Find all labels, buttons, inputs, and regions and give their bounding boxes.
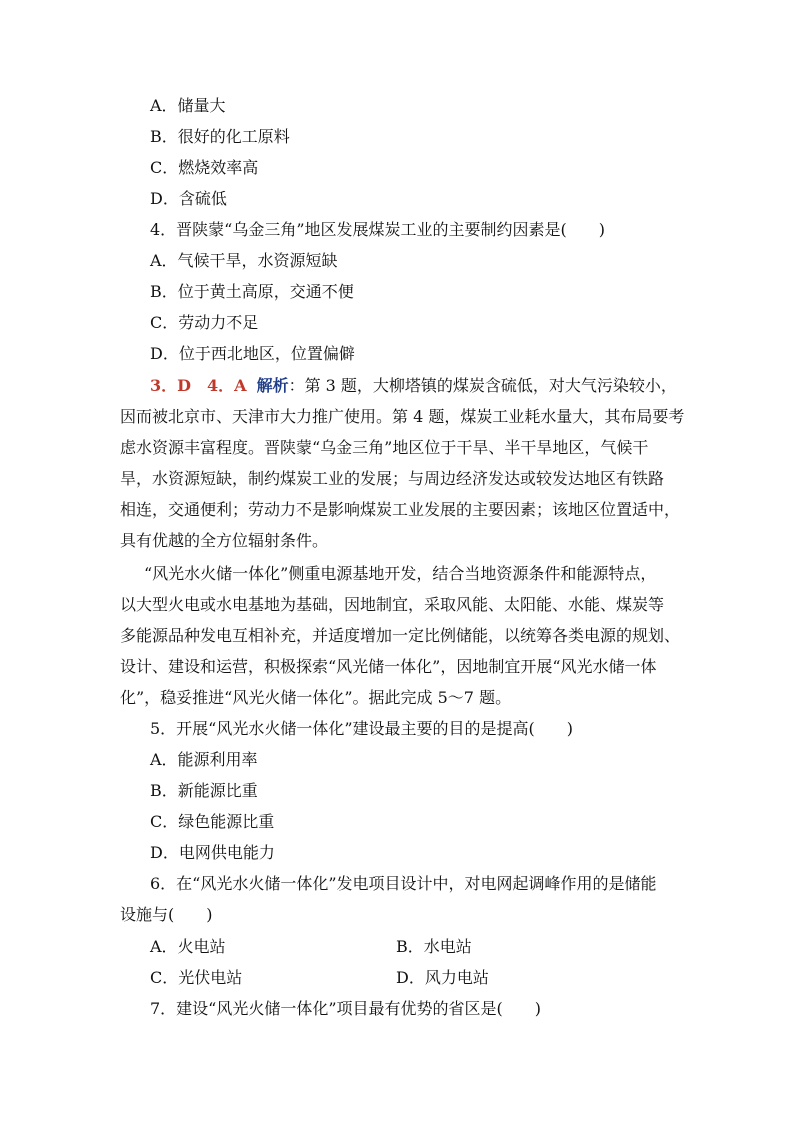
analysis-line-4: 旱，水资源短缺，制约煤炭工业的发展；与周边经济发达或较发达地区有铁路	[120, 469, 665, 488]
q6-stem-line-1: 6．在“风光水火储一体化”发电项目设计中，对电网起调峰作用的是储能	[150, 874, 657, 893]
passage-line-4: 设计、建设和运营，积极探索“风光储一体化”，因地制宜开展“风光水储一体	[120, 657, 657, 676]
q4-option-b: B．位于黄土高原，交通不便	[150, 282, 354, 301]
q6-option-a: A．火电站	[150, 937, 226, 956]
passage-line-5: 化”，稳妥推进“风光火储一体化”。据此完成 5～7 题。	[120, 688, 512, 707]
analysis-line-2: 因而被北京市、天津市大力推广使用。第 4 题，煤炭工业耗水量大，其布局要考	[120, 407, 685, 426]
q3-option-c: C．燃烧效率高	[150, 158, 259, 177]
passage-line-1: “风光水火储一体化”侧重电源基地开发，结合当地资源条件和能源特点，	[144, 564, 657, 583]
q3-option-a: A．储量大	[150, 96, 226, 115]
analysis-label: 解析	[256, 376, 289, 395]
q5-option-a: A．能源利用率	[150, 750, 258, 769]
q5-option-d: D．电网供电能力	[150, 843, 275, 862]
q6-option-b: B．水电站	[396, 937, 472, 956]
analysis-line-6: 具有优越的全方位辐射条件。	[120, 531, 329, 550]
q6-option-d: D．风力电站	[396, 968, 489, 987]
q3-option-d: D．含硫低	[150, 189, 227, 208]
q4-option-a: A．气候干旱，水资源短缺	[150, 251, 338, 270]
passage-line-2: 以大型火电或水电基地为基础，因地制宜，采取风能、太阳能、水能、煤炭等	[120, 595, 665, 614]
q6-stem-line-2: 设施与( )	[120, 905, 213, 924]
q5-stem: 5．开展“风光水火储一体化”建设最主要的目的是提高( )	[150, 719, 574, 738]
passage-line-3: 多能源品种发电互相补充，并适度增加一定比例储能，以统筹各类电源的规划、	[120, 626, 681, 645]
q3-option-b: B．很好的化工原料	[150, 127, 290, 146]
answer-line-1	[150, 376, 677, 396]
q4-option-d: D．位于西北地区，位置偏僻	[150, 344, 355, 363]
answer-key: 3．D 4．A	[150, 376, 247, 395]
analysis-line-3: 虑水资源丰富程度。晋陕蒙“乌金三角”地区位于干旱、半干旱地区，气候干	[120, 438, 649, 457]
analysis-text: ：第 3 题，大柳塔镇的煤炭含硫低，对大气污染较小，	[288, 376, 677, 395]
q5-option-b: B．新能源比重	[150, 781, 258, 800]
q4-option-c: C．劳动力不足	[150, 313, 259, 332]
q5-option-c: C．绿色能源比重	[150, 812, 275, 831]
q6-option-c: C．光伏电站	[150, 968, 243, 987]
analysis-line-5: 相连，交通便利；劳动力不是影响煤炭工业发展的主要因素；该地区位置适中，	[120, 500, 681, 519]
q7-stem: 7．建设“风光火储一体化”项目最有优势的省区是( )	[150, 999, 542, 1018]
q4-stem: 4．晋陕蒙“乌金三角”地区发展煤炭工业的主要制约因素是( )	[150, 220, 606, 239]
